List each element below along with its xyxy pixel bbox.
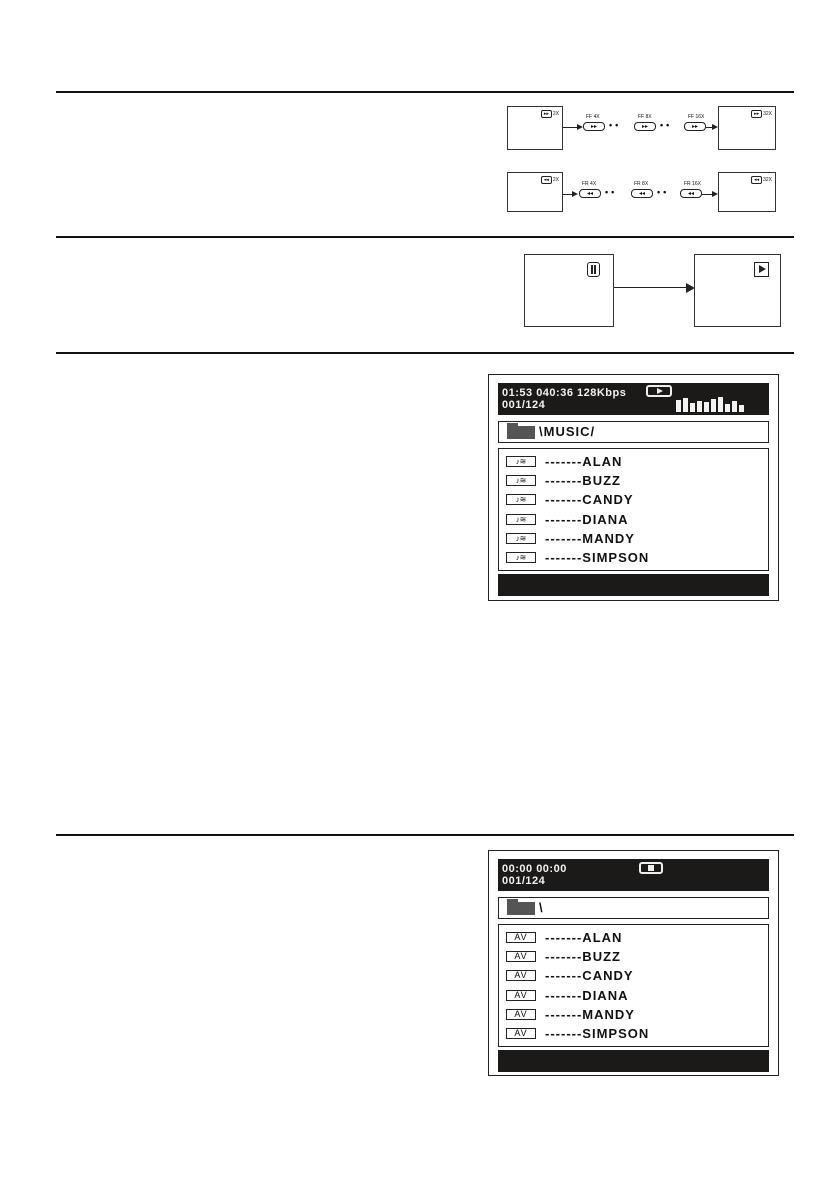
ff-start-tag: 2X [552,111,559,117]
play-screen [694,254,781,327]
music-file-icon: ♪≋ [506,494,536,505]
equalizer-bar [697,401,702,412]
fr-arrowhead [572,191,578,197]
fr-step-label: FR 8X [634,181,649,187]
av-file-icon: AV [506,970,536,981]
item-label: -------MANDY [545,1006,635,1022]
play-icon [754,262,769,277]
ellipsis-dots: •• [609,120,622,130]
folder-icon [507,902,535,915]
equalizer-bar [704,402,709,412]
equalizer-bar [725,404,730,412]
fr-end-tag: 32X [763,177,772,183]
fr-step-label: FR 16X [684,181,701,187]
fast-forward-icon: ▸▸ [684,122,706,131]
item-label: -------ALAN [545,929,623,945]
file-list [498,448,769,571]
ff-step-label: FF 4X [586,114,600,120]
pause-icon [587,262,600,277]
info-bar [498,574,769,596]
ff-end-tag: 32X [763,111,772,117]
item-label: -------BUZZ [545,948,621,964]
item-label: -------SIMPSON [545,549,650,565]
ff-end-screen [718,106,776,150]
av-file-icon: AV [506,1009,536,1020]
item-label: -------CANDY [545,967,634,983]
equalizer-bar [690,403,695,412]
rewind-icon: ◂◂ [579,189,601,198]
folder-icon [507,426,535,439]
file-list [498,924,769,1047]
section-divider [56,236,794,238]
rewind-icon: ◂◂ [680,189,702,198]
music-file-icon: ♪≋ [506,533,536,544]
list-item[interactable] [506,549,649,565]
list-item[interactable] [506,929,622,945]
equalizer-bar [739,405,744,412]
play-icon [646,385,672,397]
equalizer-bar [718,397,723,412]
section-divider [56,91,794,93]
ff-arrow-line [563,127,577,128]
music-file-icon: ♪≋ [506,514,536,525]
item-label: -------CANDY [545,491,634,507]
item-label: -------DIANA [545,987,629,1003]
item-label: -------BUZZ [545,472,621,488]
fast-forward-icon: ▸▸ [751,110,762,118]
status-bar [498,859,769,891]
av-file-icon: AV [506,990,536,1001]
list-item[interactable] [506,491,634,507]
fr-start-tag: 2X [552,177,559,183]
music-file-icon: ♪≋ [506,475,536,486]
ellipsis-dots: •• [660,120,673,130]
av-file-icon: AV [506,932,536,943]
path-bar [498,897,769,919]
list-item[interactable] [506,1025,649,1041]
fr-step-label: FR 4X [582,181,597,187]
fast-forward-icon: ▸▸ [541,110,552,118]
fr-end-screen [718,172,776,212]
list-item[interactable] [506,948,621,964]
music-file-icon: ♪≋ [506,552,536,563]
track-counter: 001/124 [502,875,546,887]
list-item[interactable] [506,987,628,1003]
item-label: -------SIMPSON [545,1025,650,1041]
ellipsis-dots: •• [657,187,670,197]
equalizer-bar [711,399,716,412]
av-file-icon: AV [506,1028,536,1039]
ff-start-screen [507,106,563,150]
fr-arrow-line [563,194,572,195]
stop-icon [639,862,663,874]
status-bar [498,383,769,415]
equalizer-bar [676,400,681,412]
equalizer-bar [732,401,737,412]
fast-forward-icon: ▸▸ [634,122,656,131]
folder-path: \ [539,900,544,915]
list-item[interactable] [506,1006,635,1022]
list-item[interactable] [506,472,621,488]
music-file-icon: ♪≋ [506,456,536,467]
pause-play-arrow-line [614,287,686,288]
list-item[interactable] [506,511,628,527]
equalizer-bar [683,398,688,412]
item-label: -------MANDY [545,530,635,546]
list-item[interactable] [506,453,622,469]
folder-path: \MUSIC/ [539,424,596,439]
status-line: 01:53 040:36 128Kbps [502,387,627,399]
item-label: -------ALAN [545,453,623,469]
rewind-icon: ◂◂ [541,176,552,184]
section-divider [56,352,794,354]
rewind-icon: ◂◂ [631,189,653,198]
status-line: 00:00 00:00 [502,863,567,875]
section-divider [56,834,794,836]
list-item[interactable] [506,967,634,983]
rewind-icon: ◂◂ [751,176,762,184]
music-player-screen [488,374,779,601]
ff-step-label: FF 16X [688,114,705,120]
info-bar [498,1050,769,1072]
fr-arrow-line [702,194,712,195]
equalizer-bars [676,392,744,412]
path-bar [498,421,769,443]
fr-start-screen [507,172,563,212]
ellipsis-dots: •• [605,187,618,197]
item-label: -------DIANA [545,511,629,527]
ff-step-label: FF 8X [638,114,652,120]
av-file-icon: AV [506,951,536,962]
fast-forward-icon: ▸▸ [583,122,605,131]
track-counter: 001/124 [502,399,546,411]
list-item[interactable] [506,530,635,546]
av-player-screen [488,850,779,1076]
pause-screen [524,254,614,327]
